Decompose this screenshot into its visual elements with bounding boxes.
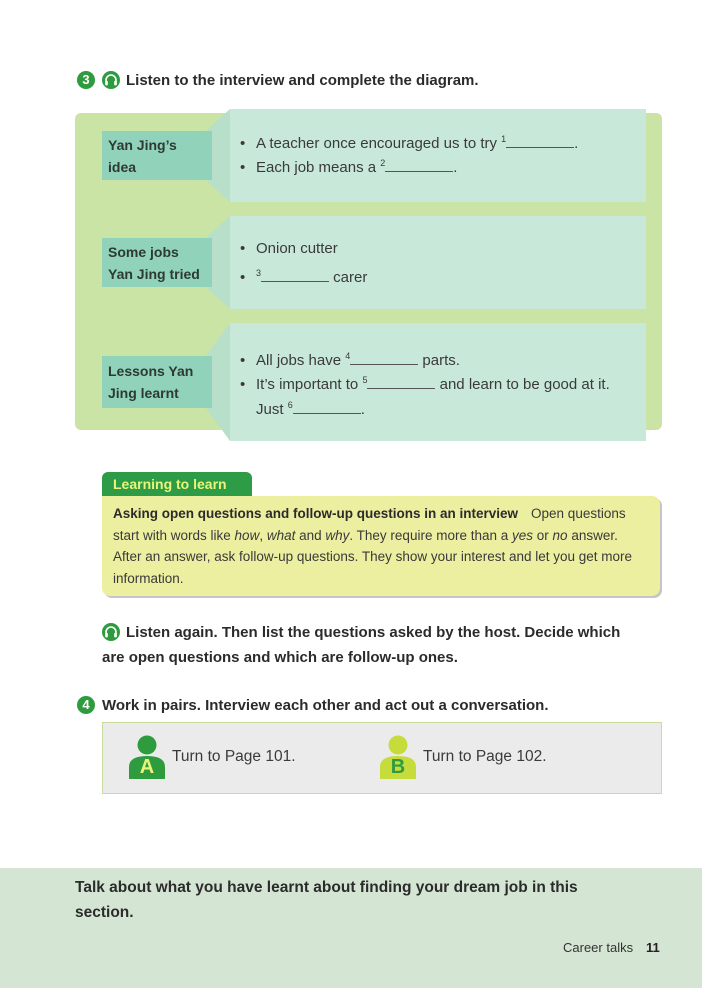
ltl-italic-word: what — [266, 527, 296, 543]
ltl-italic-word: how — [234, 527, 260, 543]
bullet-text: Each job means a — [256, 159, 381, 176]
bullet-line: • All jobs have $^4$ parts. — [240, 351, 460, 369]
exercise-number-4: 4 — [77, 696, 95, 714]
bullet-text: parts. — [418, 352, 460, 369]
ltl-text-part: . They require more than a — [349, 527, 512, 543]
learning-to-learn-text — [113, 503, 648, 589]
answer-blank[interactable] — [261, 267, 329, 282]
label-line: Yan Jing’s idea — [108, 136, 177, 175]
label-line: Some jobs — [108, 243, 179, 260]
listen-again-line1: Listen again. Then list the questions asked by the host. Decide which — [126, 624, 621, 641]
ltl-text-part: answer. After an answer, ask follow-up questions. They show your interest and let you get more information. — [113, 527, 633, 586]
ltl-text-part: or — [533, 527, 553, 543]
exercise-3-instruction: Listen to the interview and complete the diagram. — [126, 72, 479, 89]
blank-number: 3 — [256, 268, 262, 278]
label-line: Jing learnt — [108, 385, 179, 401]
blank-number: 1 — [501, 134, 507, 144]
bullet-text: . — [453, 159, 458, 176]
ltl-heading: Asking open questions and follow-up questions in an interview — [113, 506, 519, 521]
headphones-icon — [102, 623, 120, 641]
bullet-text: All jobs have — [256, 352, 346, 369]
diagram-label-lessons — [102, 356, 212, 408]
label-line: Lessons Yan — [108, 363, 194, 379]
answer-blank[interactable] — [293, 399, 361, 414]
page-number: 11 — [646, 940, 660, 955]
bullet-line — [256, 393, 365, 422]
exercise-number-3: 3 — [77, 71, 95, 89]
bullet-line: • A teacher once encouraged us to try $^1$ . — [240, 134, 579, 152]
exercise-4-instruction: Work in pairs. Interview each other and act out a conversation. — [102, 697, 549, 714]
listen-again-line2: are open questions and which are follow-up ones. — [102, 649, 458, 666]
blank-number: 2 — [380, 158, 386, 168]
student-a-text: Turn to Page 101. — [172, 748, 296, 765]
section-name: Career talks — [563, 940, 634, 955]
blank-number: 6 — [287, 400, 293, 410]
bullet-text: . — [360, 401, 365, 418]
ltl-text-part: and — [295, 527, 326, 543]
footer-prompt-line1: Talk about what you have learnt about finding your dream job in this — [75, 879, 578, 896]
bullet-text: Just — [256, 401, 288, 418]
bullet-text: It’s important to — [256, 376, 363, 393]
blank-number: 5 — [362, 375, 368, 385]
bullet-line: • $^3$ carer — [240, 268, 368, 286]
answer-blank[interactable] — [367, 374, 435, 389]
bullet-line: • Each job means a $^2$ . — [240, 158, 458, 176]
bullet-line: • It’s important to $^5$ and learn to be good at it. — [240, 375, 610, 393]
bullet-text: A teacher once encouraged us to try — [256, 135, 502, 152]
answer-blank[interactable] — [506, 133, 574, 148]
ltl-text-part: , — [259, 527, 267, 543]
bullet-text: and learn to be good at it. — [435, 376, 610, 393]
blank-number: 4 — [345, 351, 351, 361]
diagram-label-jobs — [102, 238, 212, 287]
footer-prompt-line2: section. — [75, 904, 134, 921]
student-b-text: Turn to Page 102. — [423, 748, 547, 765]
learning-to-learn-tab: Learning to learn — [102, 472, 252, 496]
bullet-text: carer — [329, 269, 368, 286]
bullet-text: . — [574, 135, 579, 152]
ltl-italic-word: no — [552, 527, 568, 543]
student-a-letter: A — [139, 756, 155, 778]
diagram-label-idea — [102, 131, 212, 180]
label-line: Yan Jing tried — [108, 265, 200, 282]
bullet-text: Onion cutter — [256, 240, 338, 257]
ltl-text-part: Open questions start with words like — [113, 506, 626, 543]
answer-blank[interactable] — [385, 157, 453, 172]
answer-blank[interactable] — [350, 350, 418, 365]
ltl-italic-word: why — [325, 527, 350, 543]
bullet-line: • Onion cutter — [240, 240, 338, 257]
student-b-letter: B — [390, 756, 406, 778]
headphones-icon — [102, 71, 120, 89]
ltl-italic-word: yes — [512, 527, 534, 543]
